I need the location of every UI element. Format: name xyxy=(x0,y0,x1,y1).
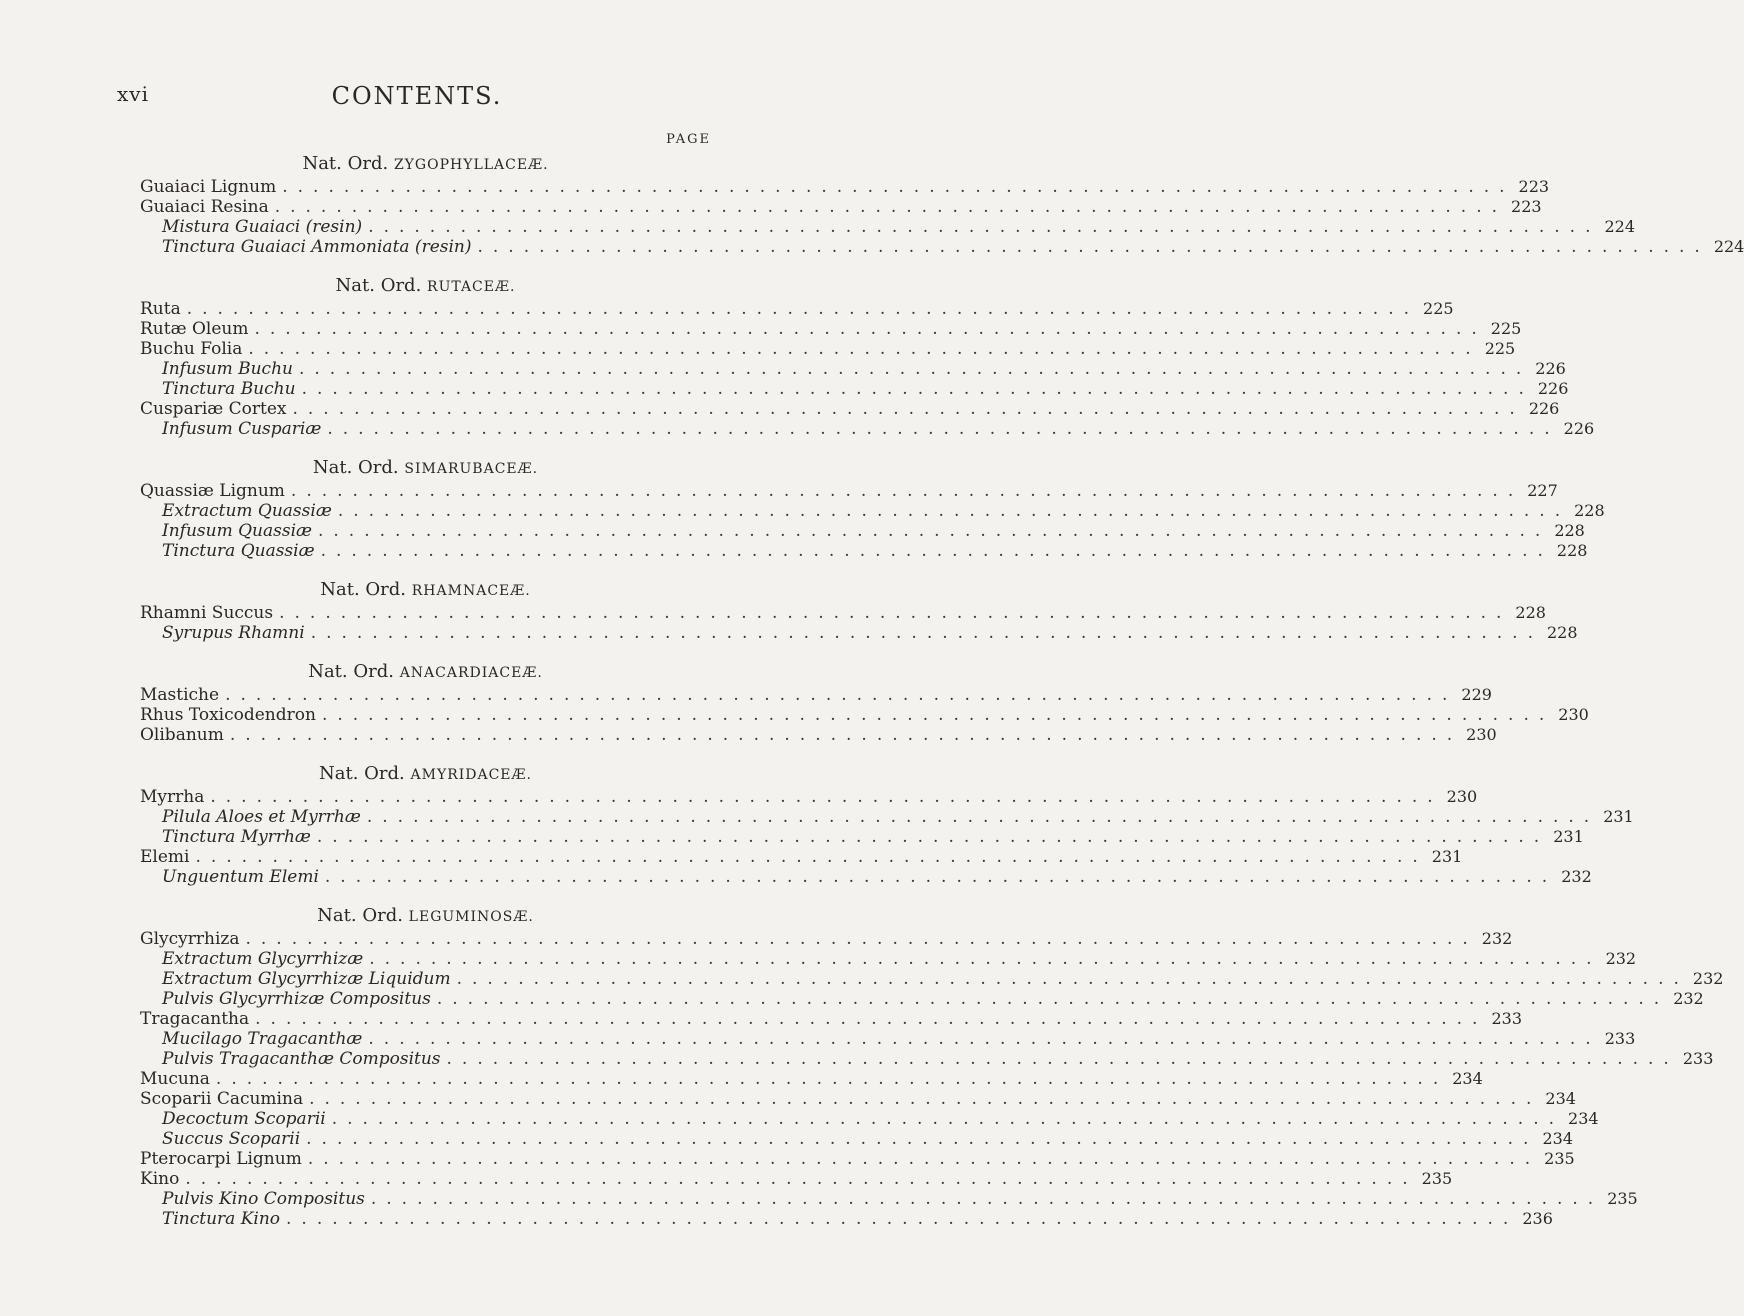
entry-name: Tinctura Guaiaci Ammoniata (resin) xyxy=(162,237,472,257)
contents-subentry xyxy=(140,419,1595,439)
dot-leader: ................................................................................ xyxy=(369,949,1602,969)
contents-entry xyxy=(140,685,1492,705)
contents-subentry xyxy=(140,521,1585,541)
page-number: 228 xyxy=(1556,541,1588,560)
contents-entry xyxy=(140,399,1560,419)
page-number: 233 xyxy=(1604,1029,1636,1048)
section-name: SIMARUBACEÆ. xyxy=(404,461,539,477)
dot-leader: ................................................................................ xyxy=(225,685,1458,705)
entry-name: Tinctura Quassiæ xyxy=(162,541,315,561)
entry-name: Tinctura Buchu xyxy=(162,379,296,399)
page-number: 223 xyxy=(1511,197,1542,216)
entry-name: Succus Scoparii xyxy=(162,1129,301,1149)
section-heading xyxy=(140,761,711,787)
dot-leader: ................................................................................ xyxy=(320,541,1553,561)
contents-subentry xyxy=(140,867,1592,887)
contents-entry xyxy=(140,787,1478,807)
entry-name: Kino xyxy=(140,1169,180,1189)
page-number: 226 xyxy=(1537,379,1569,398)
page-number: 230 xyxy=(1558,705,1589,724)
page-number: 230 xyxy=(1446,787,1478,806)
entry-name: Cuspariæ Cortex xyxy=(140,399,287,419)
entry-name: Rhamni Succus xyxy=(140,603,274,623)
dot-leader: ................................................................................ xyxy=(229,725,1463,745)
contents-entry xyxy=(140,481,1558,501)
entry-name: Pulvis Tragacanthæ Compositus xyxy=(162,1049,441,1069)
page-number: 231 xyxy=(1553,827,1584,846)
section-prefix: Nat. Ord. xyxy=(308,661,400,682)
section-heading xyxy=(140,455,711,481)
dot-leader: ................................................................................ xyxy=(301,379,1534,399)
contents-entry xyxy=(140,299,1454,319)
contents-subentry xyxy=(140,1189,1638,1209)
entry-name: Pilula Aloes et Myrrhæ xyxy=(162,807,361,827)
section-heading xyxy=(140,659,711,685)
dot-leader: ................................................................................ xyxy=(245,929,1478,949)
page-number: 226 xyxy=(1528,399,1560,418)
entry-name: Extractum Glycyrrhizæ Liquidum xyxy=(162,969,451,989)
dot-leader: ................................................................................ xyxy=(327,419,1560,439)
page-number: 227 xyxy=(1527,481,1558,500)
entry-name: Glycyrrhiza xyxy=(140,929,240,949)
page-number: 230 xyxy=(1466,725,1497,744)
entry-name: Scoparii Cacumina xyxy=(140,1089,304,1109)
entry-name: Mucuna xyxy=(140,1069,210,1089)
section-gap xyxy=(140,439,711,455)
entry-name: Syrupus Rhamni xyxy=(162,623,305,643)
section-heading xyxy=(140,151,711,177)
contents-subentry xyxy=(140,541,1588,561)
contents-subentry xyxy=(140,949,1637,969)
section-heading xyxy=(140,273,711,299)
dot-leader: ................................................................................ xyxy=(215,1069,1449,1089)
page-header xyxy=(117,82,717,112)
section-gap xyxy=(140,561,711,577)
dot-leader: ................................................................................ xyxy=(248,339,1481,359)
entry-name: Guaiaci Resina xyxy=(140,197,269,217)
contents-subentry xyxy=(140,989,1704,1009)
section-name: LEGUMINOSÆ. xyxy=(408,909,534,925)
page-number: 234 xyxy=(1542,1129,1573,1148)
dot-leader: ................................................................................ xyxy=(186,299,1420,319)
dot-leader: ................................................................................ xyxy=(446,1049,1679,1069)
entry-name: Tinctura Kino xyxy=(162,1209,281,1229)
dot-leader: ................................................................................ xyxy=(210,787,1443,807)
page-number: 232 xyxy=(1481,929,1513,948)
contents-entry xyxy=(140,1009,1522,1029)
section-prefix: Nat. Ord. xyxy=(302,153,394,174)
contents-subentry xyxy=(140,827,1584,847)
contents-subentry xyxy=(140,379,1569,399)
dot-leader: ................................................................................ xyxy=(307,1149,1541,1169)
section-prefix: Nat. Ord. xyxy=(312,457,405,478)
page-number: 234 xyxy=(1568,1109,1599,1128)
entry-name: Infusum Quassiæ xyxy=(162,521,312,541)
contents-entry xyxy=(140,603,1546,623)
page-number: 232 xyxy=(1561,867,1592,886)
contents-entry xyxy=(140,177,1550,197)
entry-name: Olibanum xyxy=(140,725,224,745)
page-number: 231 xyxy=(1431,847,1463,866)
contents-subentry xyxy=(140,807,1634,827)
page-number: 224 xyxy=(1604,217,1636,236)
contents-subentry xyxy=(140,1109,1599,1129)
entry-name: Tragacantha xyxy=(140,1009,250,1029)
page-column-label: PAGE xyxy=(666,132,711,147)
dot-leader: ................................................................................ xyxy=(292,399,1525,419)
page-number: 226 xyxy=(1563,419,1595,438)
dot-leader: ................................................................................ xyxy=(306,1129,1539,1149)
dot-leader: ................................................................................ xyxy=(436,989,1670,1009)
contents-subentry xyxy=(140,501,1605,521)
page-number: 233 xyxy=(1682,1049,1714,1068)
entry-name: Pulvis Kino Compositus xyxy=(162,1189,365,1209)
dot-leader: ................................................................................ xyxy=(456,969,1689,989)
section-name: RUTACEÆ. xyxy=(427,279,516,295)
section-prefix: Nat. Ord. xyxy=(320,579,412,600)
page-number: 225 xyxy=(1490,319,1522,338)
section-heading xyxy=(140,577,711,603)
dot-leader: ................................................................................ xyxy=(282,177,1515,197)
entry-name: Quassiæ Lignum xyxy=(140,481,285,501)
page-number: 234 xyxy=(1452,1069,1483,1088)
page-number: 228 xyxy=(1547,623,1578,642)
dot-leader: ................................................................................ xyxy=(195,847,1428,867)
contents-entry xyxy=(140,847,1463,867)
contents-subentry xyxy=(140,1029,1636,1049)
dot-leader: ................................................................................ xyxy=(318,521,1551,541)
page-number: 225 xyxy=(1423,299,1454,318)
entry-name: Mistura Guaiaci (resin) xyxy=(162,217,363,237)
dot-leader: ................................................................................ xyxy=(370,1189,1604,1209)
dot-leader: ................................................................................ xyxy=(286,1209,1519,1229)
section-prefix: Nat. Ord. xyxy=(319,763,411,784)
section-heading xyxy=(140,903,711,929)
dot-leader: ................................................................................ xyxy=(366,807,1600,827)
contents-entry xyxy=(140,725,1497,745)
contents-subentry xyxy=(140,1049,1714,1069)
page-number: 228 xyxy=(1515,603,1546,622)
entry-name: Mastiche xyxy=(140,685,220,705)
page-number: 234 xyxy=(1545,1089,1576,1108)
entry-name: Tinctura Myrrhæ xyxy=(162,827,311,847)
dot-leader: ................................................................................ xyxy=(321,705,1555,725)
page-number: 226 xyxy=(1535,359,1566,378)
contents-subentry xyxy=(140,1129,1573,1149)
entry-name: Guaiaci Lignum xyxy=(140,177,277,197)
section-gap xyxy=(140,745,711,761)
contents-subentry xyxy=(140,217,1636,237)
entry-name: Pterocarpi Lignum xyxy=(140,1149,302,1169)
section-name: ZYGOPHYLLACEÆ. xyxy=(393,157,549,173)
contents-entry xyxy=(140,319,1522,339)
dot-leader: ................................................................................ xyxy=(309,1089,1542,1109)
page-number: 233 xyxy=(1491,1009,1522,1028)
dot-leader: ................................................................................ xyxy=(290,481,1524,501)
contents-list xyxy=(140,151,1744,1229)
entry-name: Ruta xyxy=(140,299,181,319)
dot-leader: ................................................................................ xyxy=(316,827,1550,847)
entry-name: Pulvis Glycyrrhizæ Compositus xyxy=(162,989,431,1009)
entry-name: Rutæ Oleum xyxy=(140,319,249,339)
entry-name: Extractum Quassiæ xyxy=(162,501,332,521)
entry-name: Unguentum Elemi xyxy=(162,867,319,887)
dot-leader: ................................................................................ xyxy=(368,217,1601,237)
section-name: RHAMNACEÆ. xyxy=(411,583,531,599)
section-name: AMYRIDACEÆ. xyxy=(410,767,532,783)
dot-leader: ................................................................................ xyxy=(279,603,1512,623)
page-number: 232 xyxy=(1692,969,1724,988)
page-number: 231 xyxy=(1603,807,1634,826)
section-prefix: Nat. Ord. xyxy=(317,905,409,926)
dot-leader: ................................................................................ xyxy=(185,1169,1418,1189)
contents-subentry xyxy=(140,623,1578,643)
dot-leader: ................................................................................ xyxy=(368,1029,1601,1049)
entry-name: Decoctum Scoparii xyxy=(162,1109,326,1129)
folio-number: xvi xyxy=(117,82,149,106)
dot-leader: ................................................................................ xyxy=(337,501,1571,521)
entry-name: Buchu Folia xyxy=(140,339,243,359)
contents-entry xyxy=(140,1169,1453,1189)
running-title: CONTENTS. xyxy=(331,82,503,110)
dot-leader: ................................................................................ xyxy=(310,623,1543,643)
dot-leader: ................................................................................ xyxy=(255,1009,1488,1029)
page-number: 224 xyxy=(1713,237,1744,256)
page-number: 225 xyxy=(1484,339,1516,358)
page-number: 232 xyxy=(1673,989,1704,1008)
page-number: 229 xyxy=(1461,685,1492,704)
contents-entry xyxy=(140,339,1516,359)
dot-leader: ................................................................................ xyxy=(298,359,1532,379)
section-gap xyxy=(140,643,711,659)
contents-subentry xyxy=(140,237,1744,257)
page-number: 232 xyxy=(1605,949,1637,968)
contents-entry xyxy=(140,197,1542,217)
contents-subentry xyxy=(140,969,1724,989)
entry-name: Rhus Toxicodendron xyxy=(140,705,316,725)
contents-entry xyxy=(140,1149,1575,1169)
page-number: 228 xyxy=(1554,521,1585,540)
contents-entry xyxy=(140,1089,1576,1109)
page-number: 236 xyxy=(1522,1209,1553,1228)
section-prefix: Nat. Ord. xyxy=(335,275,428,296)
contents-entry xyxy=(140,1069,1483,1089)
contents-subentry xyxy=(140,1209,1553,1229)
page-number: 228 xyxy=(1574,501,1605,520)
entry-name: Elemi xyxy=(140,847,190,867)
entry-name: Infusum Buchu xyxy=(162,359,293,379)
entry-name: Infusum Cuspariæ xyxy=(162,419,322,439)
section-name: ANACARDIACEÆ. xyxy=(399,665,543,681)
section-gap xyxy=(140,257,711,273)
dot-leader: ................................................................................ xyxy=(331,1109,1565,1129)
contents-entry xyxy=(140,705,1589,725)
dot-leader: ................................................................................ xyxy=(324,867,1558,887)
entry-name: Extractum Glycyrrhizæ xyxy=(162,949,364,969)
entry-name: Myrrha xyxy=(140,787,205,807)
page-number: 235 xyxy=(1607,1189,1638,1208)
dot-leader: ................................................................................ xyxy=(274,197,1508,217)
page-number: 235 xyxy=(1544,1149,1575,1168)
dot-leader: ................................................................................ xyxy=(254,319,1487,339)
contents-subentry xyxy=(140,359,1566,379)
dot-leader: ................................................................................ xyxy=(477,237,1710,257)
section-gap xyxy=(140,887,711,903)
page-number: 223 xyxy=(1518,177,1550,196)
entry-name: Mucilago Tragacanthæ xyxy=(162,1029,363,1049)
page-number: 235 xyxy=(1421,1169,1453,1188)
contents-entry xyxy=(140,929,1513,949)
